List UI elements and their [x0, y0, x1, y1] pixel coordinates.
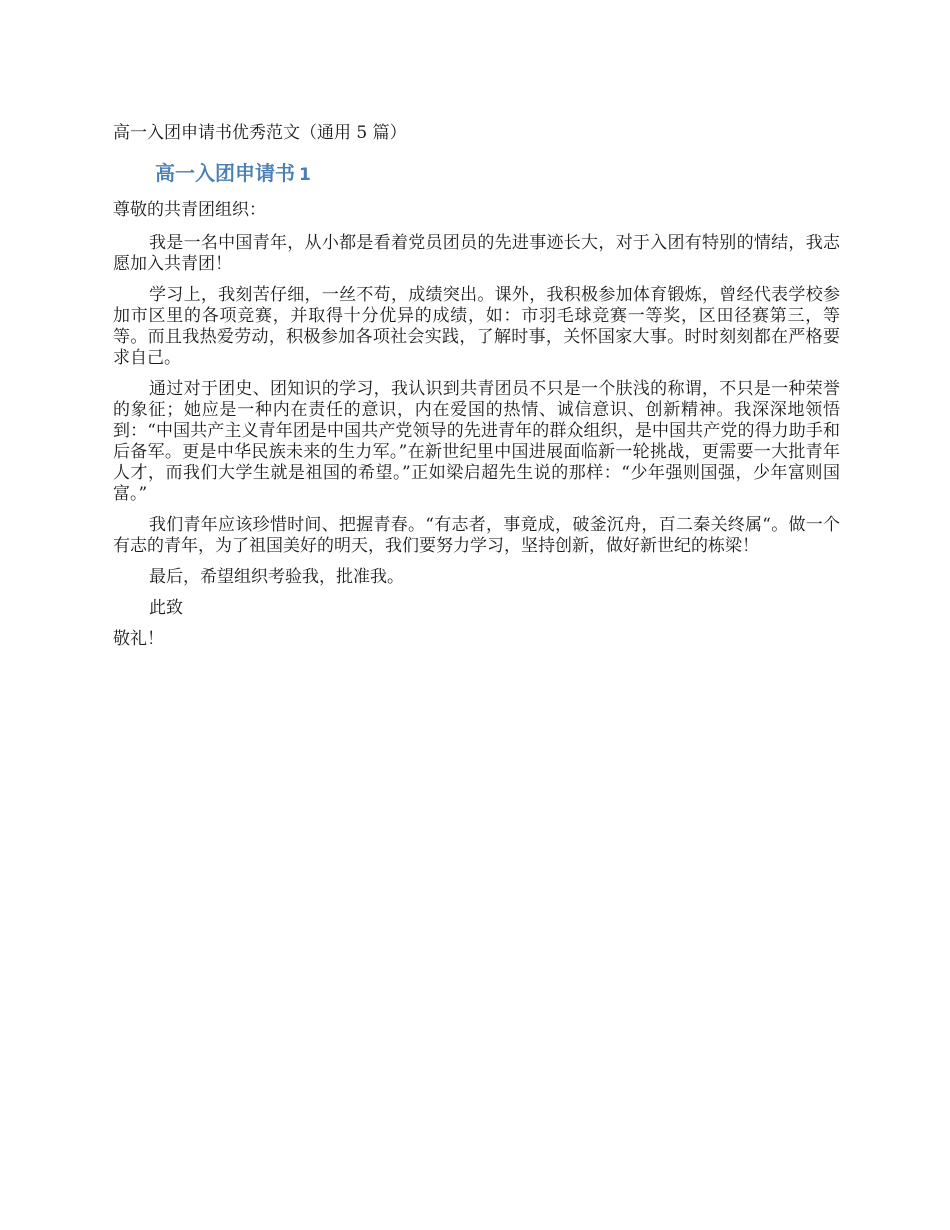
salutation: 尊敬的共青团组织：	[113, 200, 266, 220]
paragraph-understanding: 通过对于团史、团知识的学习，我认识到共青团员不只是一个肤浅的称谓，不只是一种荣誉的象征；她应是一种内在责任的意识，内在爱国的热情、诚信意识、创新精神。我深深地领悟到：“中国共产主义青年团是中国共产党领导的先进青年的群众组织，是中国共产党的得力助手和后备军。更是中华民族未来的生力军。”在新世纪里中国进展面临新一轮挑战，更需要一大批青年人才，而我们大学生就是祖国的希望。”正如梁启超先生说的那样：“少年强则国强，少年富则国富。”	[113, 379, 840, 504]
paragraph-request: 最后，希望组织考验我，批准我。	[149, 567, 404, 587]
closing: 敬礼！	[113, 629, 164, 649]
paragraph-intro: 我是一名中国青年，从小都是看着党员团员的先进事迹长大，对于入团有特别的情结，我志愿加入共青团！	[113, 233, 840, 274]
section-heading-text: 高一入团申请书	[155, 161, 295, 185]
paragraph-cizhi: 此致	[149, 598, 183, 618]
document-title: 高一入团申请书优秀范文（通用 5 篇）	[113, 123, 407, 143]
document-page	[113, 120, 840, 660]
paragraph-study: 学习上，我刻苦仔细，一丝不苟，成绩突出。课外，我积极参加体育锻炼，曾经代表学校参加市区里的各项竞赛，并取得十分优异的成绩，如：市羽毛球竞赛一等奖，区田径赛第三，等等。而且我热爱劳动，积极参加各项社会实践，了解时事，关怀国家大事。时时刻刻都在严格要求自己。	[113, 285, 840, 368]
section-number: 1	[299, 165, 311, 185]
paragraph-youth: 我们青年应该珍惜时间、把握青春。“有志者，事竟成，破釜沉舟，百二秦关终属“。做一个有志的青年，为了祖国美好的明天，我们要努力学习，坚持创新，做好新世纪的栋梁！	[113, 515, 840, 556]
section-heading	[155, 158, 840, 190]
